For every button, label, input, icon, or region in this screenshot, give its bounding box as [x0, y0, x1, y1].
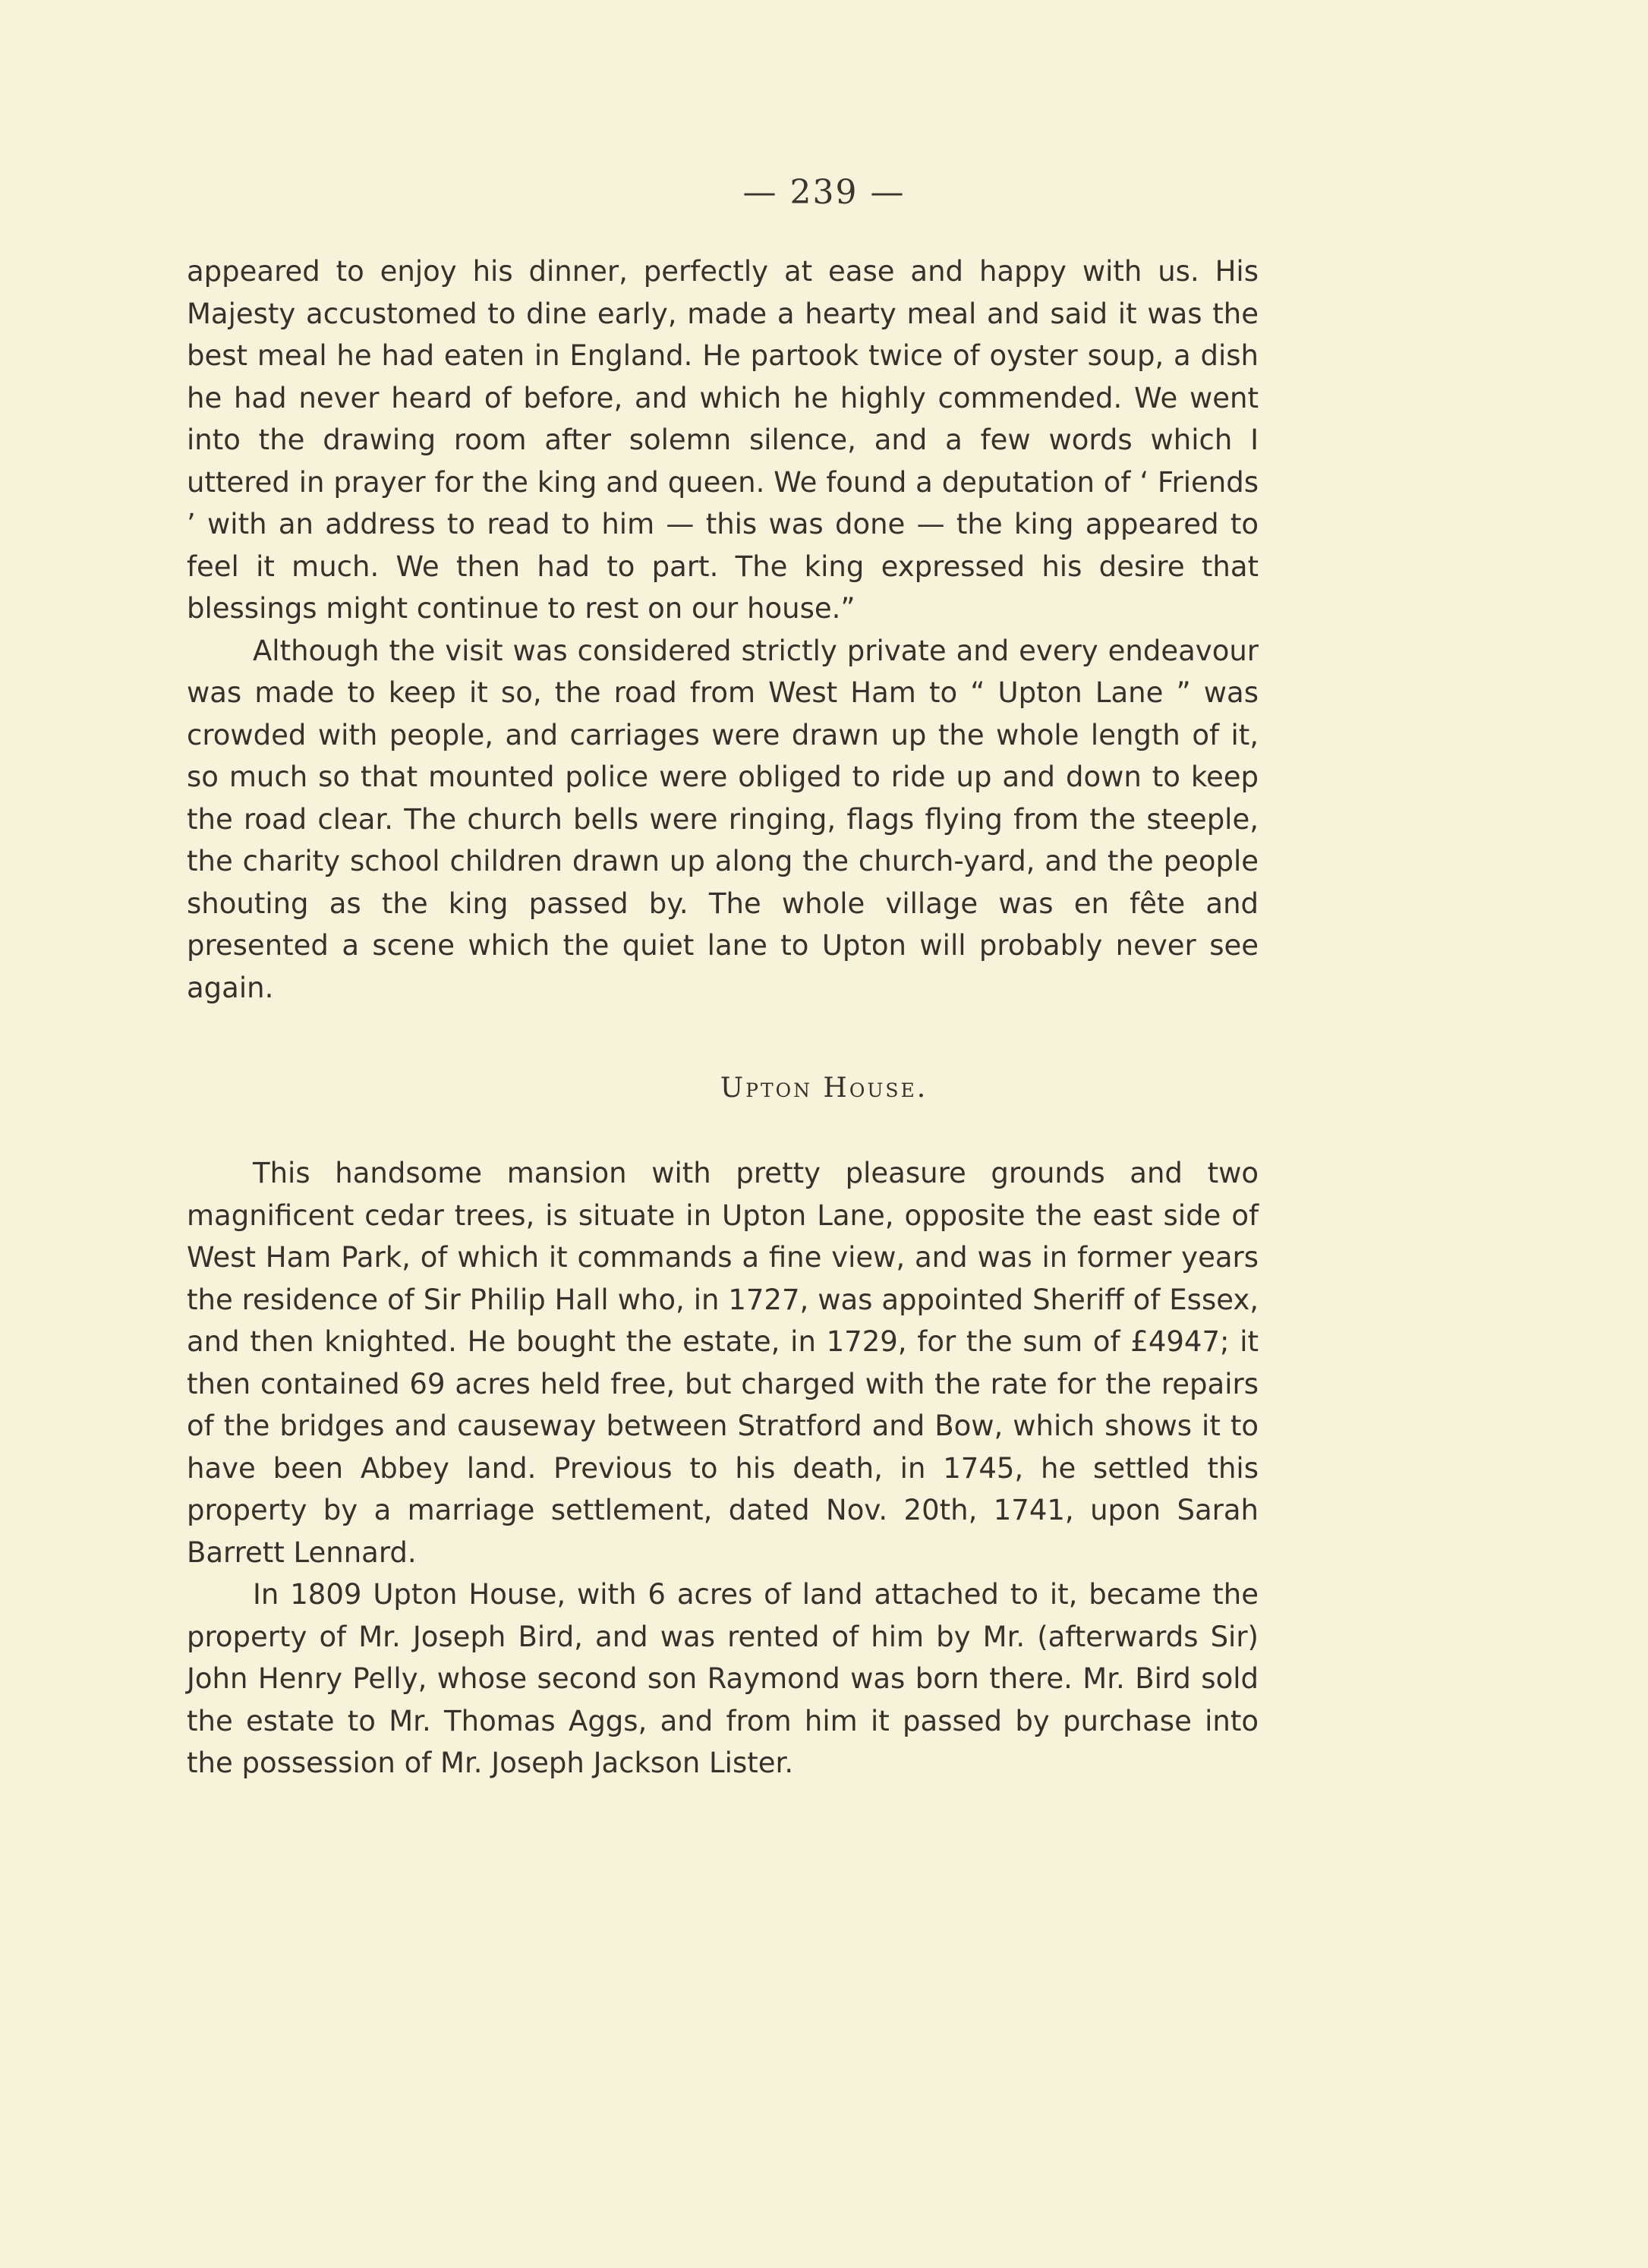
- text-section-two: [187, 1091, 1259, 1784]
- paragraph-ownership: In 1809 Upton House, with 6 acres of land attached to it, became the property of Mr. Joseph Bird, and was rented of him by Mr. (afterwards Sir) John Henry Pelly, whose second son Raymond was born there. Mr. Bird sold the estate to Mr. Thomas Aggs, and from him it passed by purchase into the possession of Mr. Joseph Jackson Lister.: [187, 1578, 1259, 1779]
- paragraph-continued: appeared to enjoy his dinner, perfectly at ease and happy with us. His Majesty accustomed to dine early, made a hearty meal and said it was the best meal he had eaten in England. He partook twice of oyster soup, a dish he had never heard of before, and which he highly commended. We went into the drawing room after solemn silence, and a few words which I uttered in prayer for the king and queen. We found a deputation of ‘ Friends ’ with an address to read to him — this was done — the king appeared to feel it much. We then had to part. The king expressed his desire that blessings might continue to rest on our house.”: [187, 255, 1259, 625]
- section-heading: Upton House.: [720, 1073, 928, 1104]
- paragraph-mansion: This handsome mansion with pretty pleasure grounds and two magnificent cedar trees, is situate in Upton Lane, opposite the east side of West Ham Park, of which it commands a fine view, and was in former years the residence of Sir Philip Hall who, in 1727, was appointed Sheriff of Essex, and then knighted. He bought the estate, in 1729, for the sum of £4947; it then contained 69 acres held free, but charged with the rate for the repairs of the bridges and causeway between Stratford and Bow, which shows it to have been Abbey land. Previous to his death, in 1745, he settled this property by a marriage settlement, dated Nov. 20th, 1741, upon Sarah Barrett Lennard.: [187, 1157, 1259, 1569]
- paragraph-visit: Although the visit was considered strictly private and every endeavour was made to keep it so, the road from West Ham to “ Upton Lane ” was crowded with people, and carriages were drawn up the whole length of it, so much so that mounted police were obliged to ride up and down to keep the road clear. The church bells were ringing, flags flying from the steeple, the charity school children drawn up along the church-yard, and the people shouting as the king passed by. The whole village was en fête and presented a scene which the quiet lane to Upton will probably never see again.: [187, 634, 1259, 1004]
- page-number: — 239 —: [742, 173, 906, 212]
- text-section-one: [187, 250, 1259, 1009]
